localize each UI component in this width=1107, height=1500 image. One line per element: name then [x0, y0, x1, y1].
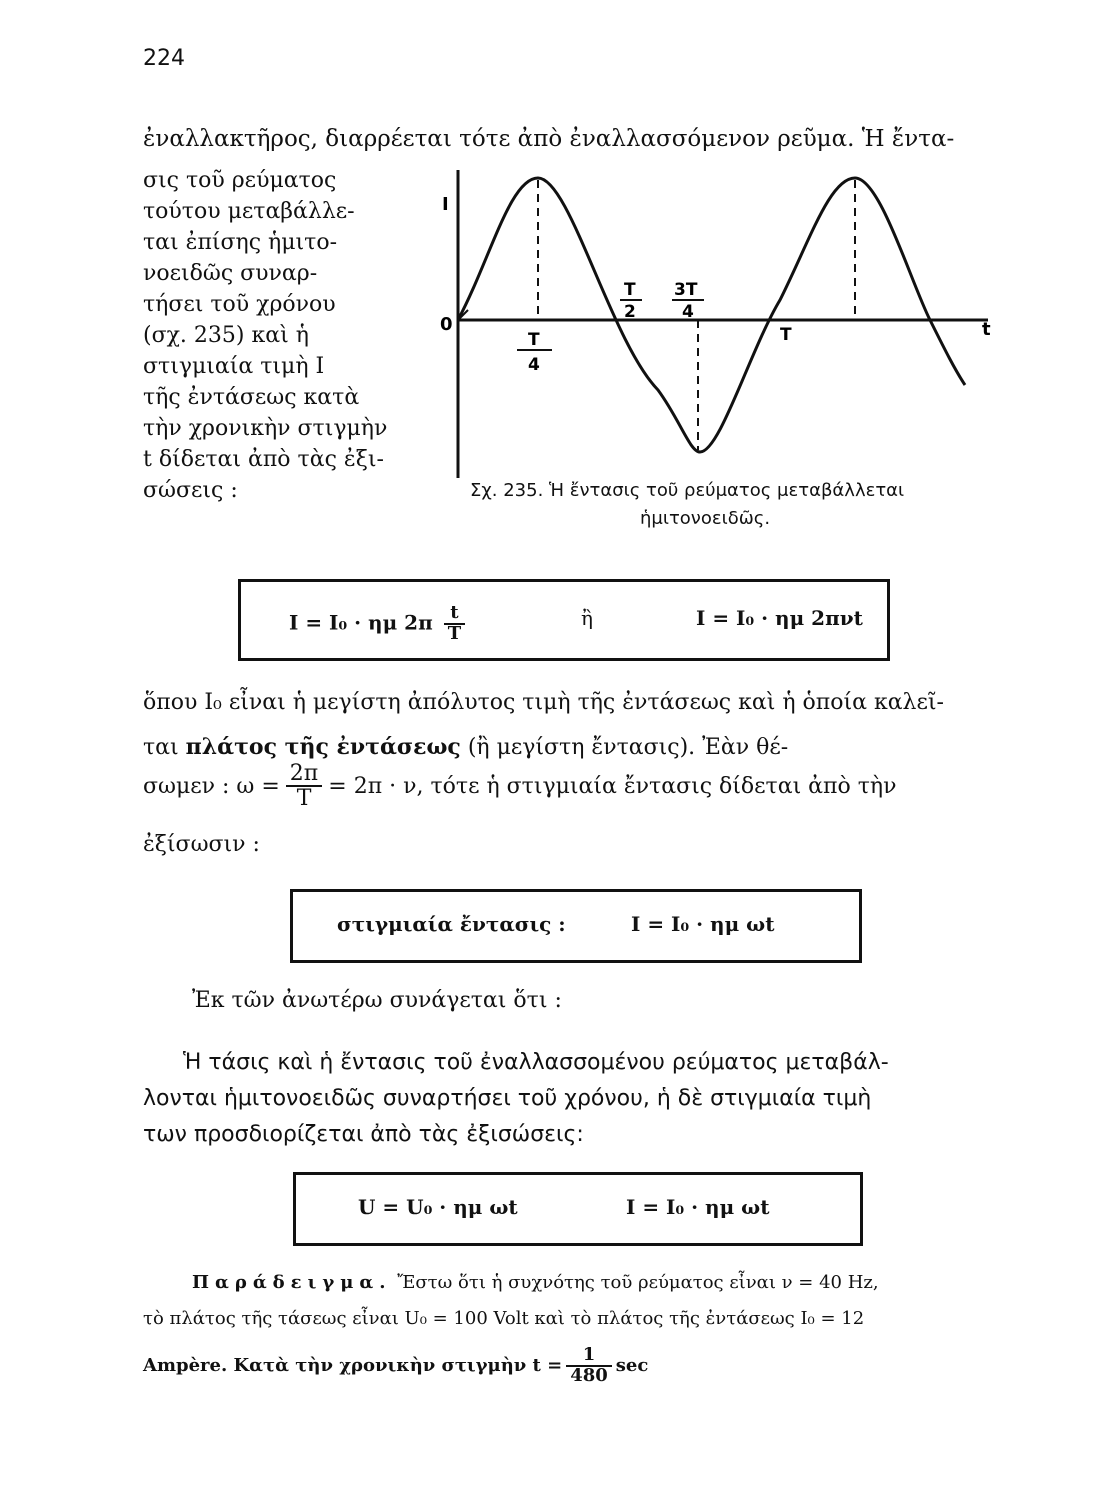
formula3-right: I = I₀ · ημ ωt: [626, 1195, 770, 1219]
conclusion-paragraph: [143, 1045, 889, 1153]
example-heading: Παράδειγμα.: [192, 1272, 392, 1293]
formula1-frac-den: T: [447, 622, 462, 644]
sine-curve: [458, 178, 965, 452]
formula-box-1: [238, 579, 890, 661]
para2-line3: [143, 762, 896, 810]
figure-caption-line1: Σχ. 235. Ἡ ἔντασις τοῦ ρεύματος μεταβάλλεται: [470, 480, 905, 501]
example-line3-b: sec: [615, 1355, 649, 1377]
omega-frac-num: 2π: [286, 762, 322, 787]
conclusion-line: λονται ἡμιτονοειδῶς συναρτήσει τοῦ χρόνου, ἡ δὲ στιγμιαία τιμὴ: [143, 1086, 872, 1111]
para1-line: στιγμιαία τιμὴ I: [143, 354, 325, 379]
para1-line: νοειδῶς συναρ-: [143, 261, 318, 286]
threequarter-den: 4: [682, 302, 694, 322]
para1-line: τούτου μεταβάλλε-: [143, 199, 355, 224]
quarter-den: 4: [528, 355, 540, 375]
threequarter-num: 3T: [674, 280, 698, 300]
half-num: T: [624, 280, 636, 300]
para1-line: σις τοῦ ρεύματος: [143, 168, 337, 193]
formula3-left: U = U₀ · ημ ωt: [358, 1195, 518, 1219]
para1-line: (σχ. 235) καὶ ἡ: [143, 323, 309, 348]
para2-line2-bold: πλάτος τῆς ἐντάσεως: [185, 734, 461, 760]
time-frac-den: 480: [570, 1364, 608, 1386]
formula2-label: στιγμιαία ἔντασις :: [337, 912, 566, 936]
formula1-or: ἢ: [581, 606, 593, 630]
para2-line2-a: ται: [143, 735, 179, 760]
para2-line1: ὅπου I₀ εἶναι ἡ μεγίστη ἀπόλυτος τιμὴ τῆς ἐντάσεως καὶ ἡ ὁποία καλεῖ-: [143, 690, 944, 715]
para2-line2: [143, 734, 788, 760]
time-frac-num: 1: [566, 1346, 612, 1367]
origin-label: 0: [440, 314, 453, 335]
example-line3: [143, 1346, 648, 1386]
para1-line1: ἐναλλακτῆρος, διαρρέεται τότε ἀπὸ ἐναλλασσόμενον ρεῦμα. Ἡ ἔντα-: [143, 126, 955, 152]
formula-box-2: [290, 889, 862, 963]
quarter-num: T: [528, 330, 540, 350]
formula2-formula: I = I₀ · ημ ωt: [631, 912, 775, 936]
formula1-left-prefix: I = I₀ · ημ 2π: [289, 610, 433, 635]
conclusion-intro: Ἐκ τῶν ἀνωτέρω συνάγεται ὅτι :: [192, 988, 562, 1013]
formula1-left: [289, 604, 465, 644]
para2-line3-b: = 2π · ν, τότε ἡ στιγμιαία ἔντασις δίδεται ἀπὸ τὴν: [328, 773, 897, 799]
para1-line: τὴν χρονικὴν στιγμὴν: [143, 416, 388, 441]
half-den: 2: [624, 302, 636, 322]
formula1-right: I = I₀ · ημ 2πνt: [696, 606, 863, 630]
para2-line2-b: (ἢ μεγίστη ἔντασις). Ἐὰν θέ-: [467, 735, 789, 760]
sine-wave-figure: [420, 160, 1020, 490]
example-line2: τὸ πλάτος τῆς τάσεως εἶναι U₀ = 100 Volt καὶ τὸ πλάτος τῆς ἐντάσεως I₀ = 12: [143, 1308, 865, 1329]
formula-box-3: [293, 1172, 863, 1246]
para1-line: σώσεις :: [143, 478, 238, 503]
para1-line: τῆς ἐντάσεως κατὰ: [143, 385, 360, 410]
omega-frac-den: T: [296, 786, 312, 812]
para1-wrapped-text: [143, 165, 443, 506]
t-axis-label: t: [982, 319, 991, 340]
para1-line: ται ἐπίσης ἡμιτο-: [143, 230, 338, 255]
formula1-fraction: [444, 604, 465, 644]
example-line3-a: Ampère. Κατὰ τὴν χρονικὴν στιγμὴν t =: [143, 1355, 563, 1377]
conclusion-line: Ἡ τάσις καὶ ἡ ἔντασις τοῦ ἐναλλασσομένου ρεύματος μεταβάλ-: [183, 1050, 889, 1075]
figure-caption-line2: ἡμιτονοειδῶς.: [640, 508, 771, 529]
y-axis-label: I: [442, 194, 449, 215]
para1-line: τήσει τοῦ χρόνου: [143, 292, 336, 317]
formula1-frac-num: t: [444, 604, 465, 625]
example-line1: [192, 1272, 879, 1293]
omega-fraction: [286, 762, 322, 810]
para2-line3-a: σωμεν : ω =: [143, 773, 280, 799]
page-number: 224: [143, 46, 185, 71]
para1-line: t δίδεται ἀπὸ τὰς ἐξι-: [143, 447, 384, 472]
conclusion-line: των προσδιορίζεται ἀπὸ τὰς ἐξισώσεις:: [143, 1122, 584, 1147]
period-label: T: [780, 325, 792, 345]
time-fraction: [566, 1346, 612, 1386]
example-line1-rest: Ἔστω ὅτι ἡ συχνότης τοῦ ρεύματος εἶναι ν = 40 Hz,: [397, 1272, 879, 1293]
para2-line4: ἐξίσωσιν :: [143, 832, 260, 857]
